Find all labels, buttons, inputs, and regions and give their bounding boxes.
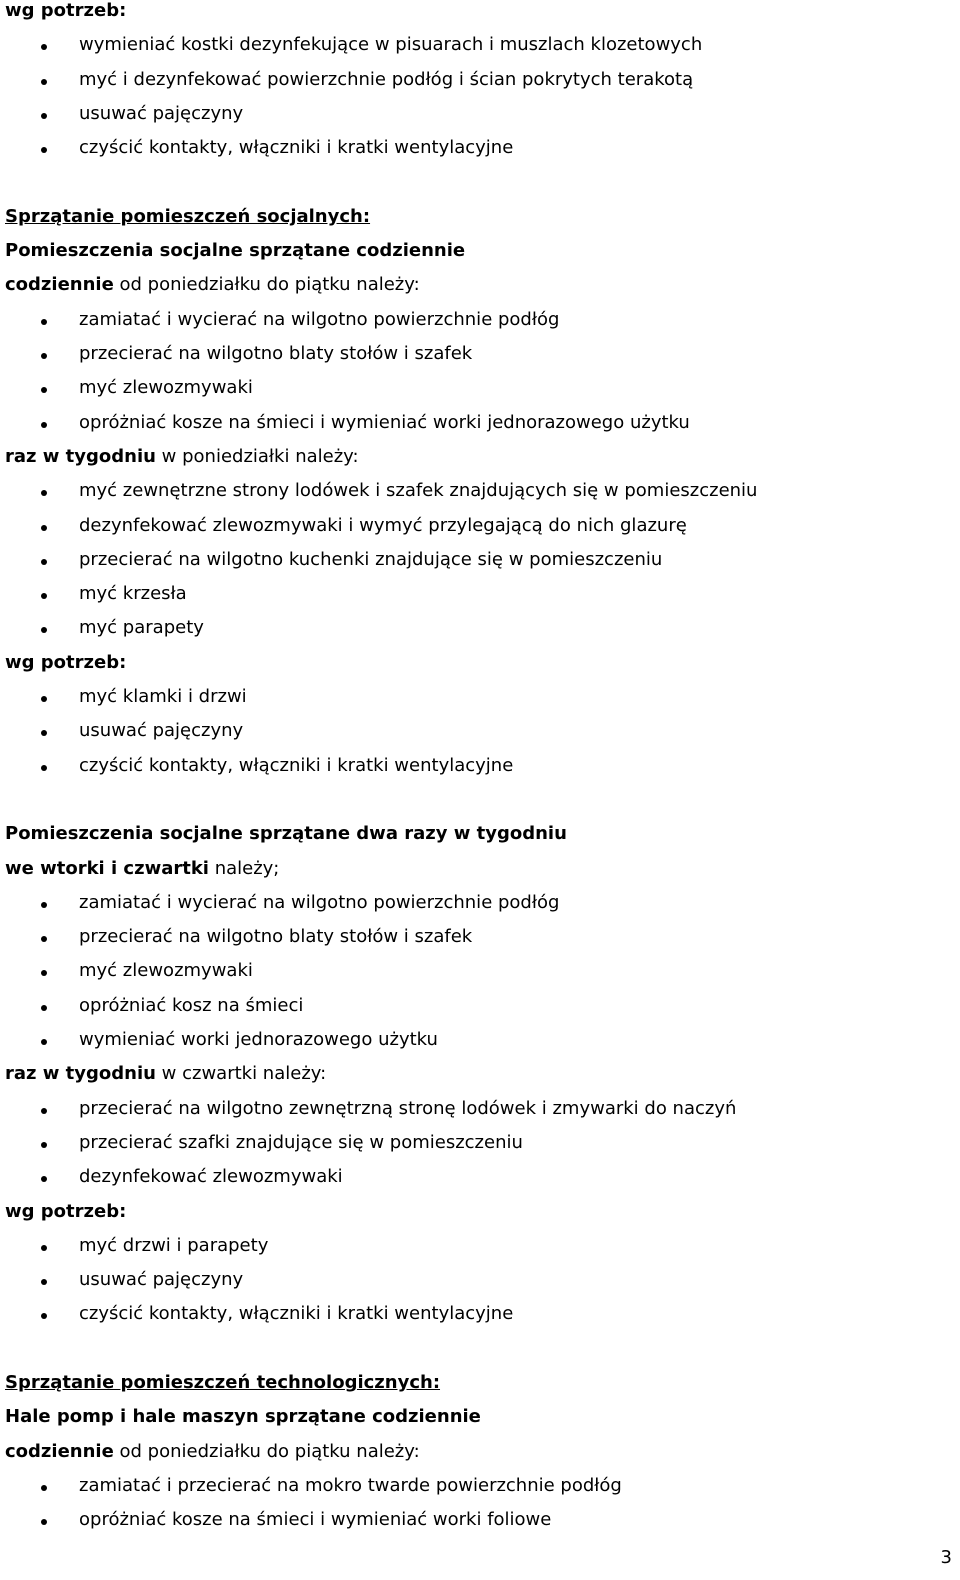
- section-heading: [5, 1441, 420, 1463]
- list-item: zamiatać i wycierać na wilgotno powierzchnie podłóg: [79, 308, 560, 330]
- list-item: usuwać pajęczyny: [79, 102, 244, 124]
- list-item: czyścić kontakty, włączniki i kratki wentylacyjne: [79, 1303, 514, 1325]
- heading-bold-text: raz w tygodniu: [5, 1063, 156, 1085]
- section-heading: [5, 1063, 326, 1085]
- list-item: przecierać na wilgotno zewnętrzną stronę lodówek i zmywarki do naczyń: [79, 1097, 737, 1119]
- bullet-icon: [41, 1485, 47, 1491]
- bullet-icon: [41, 936, 47, 942]
- bullet-icon: [41, 353, 47, 359]
- list-item: wymieniać worki jednorazowego użytku: [79, 1029, 438, 1050]
- bullet-icon: [41, 1313, 47, 1319]
- list-item: myć klamki i drzwi: [79, 686, 247, 707]
- list-item: czyścić kontakty, włączniki i kratki wentylacyjne: [79, 137, 514, 159]
- list-item: przecierać na wilgotno kuchenki znajdujące się w pomieszczeniu: [79, 548, 663, 570]
- bullet-icon: [41, 422, 47, 428]
- heading-bold-text: Hale pomp i hale maszyn sprzątane codziennie: [5, 1406, 481, 1428]
- heading-rest-text: w poniedziałki należy:: [155, 445, 359, 467]
- bullet-icon: [41, 970, 47, 976]
- list-item: usuwać pajęczyny: [79, 1269, 244, 1291]
- bullet-icon: [41, 113, 47, 119]
- list-item: dezynfekować zlewozmywaki i wymyć przylegającą do nich glazurę: [79, 514, 687, 536]
- list-item: przecierać szafki znajdujące się w pomieszczeniu: [79, 1131, 523, 1153]
- heading-bold-text: Sprzątanie pomieszczeń socjalnych:: [5, 205, 371, 227]
- section-heading: [5, 1406, 481, 1428]
- section-heading: [5, 858, 279, 880]
- bullet-icon: [41, 627, 47, 633]
- section-heading: [5, 1372, 440, 1394]
- list-item: myć zlewozmywaki: [79, 377, 253, 399]
- bullet-icon: [41, 1108, 47, 1114]
- page-number: 3: [940, 1547, 952, 1568]
- list-item: myć krzesła: [79, 583, 187, 605]
- list-item: usuwać pajęczyny: [79, 720, 244, 742]
- list-item: myć parapety: [79, 617, 204, 639]
- heading-bold-text: Pomieszczenia socjalne sprzątane codziennie: [5, 240, 466, 262]
- section-heading: [5, 206, 370, 228]
- heading-rest-text: od poniedziałku do piątku należy:: [113, 1440, 420, 1462]
- section-heading: [5, 274, 420, 296]
- heading-bold-text: codziennie: [5, 274, 114, 296]
- bullet-icon: [41, 902, 47, 908]
- list-item: opróżniać kosze na śmieci i wymieniać worki foliowe: [79, 1509, 552, 1531]
- heading-bold-text: wg potrzeb:: [5, 0, 127, 21]
- list-item: wymieniać kostki dezynfekujące w pisuarach i muszlach klozetowych: [79, 34, 703, 56]
- list-item: zamiatać i przecierać na mokro twarde powierzchnie podłóg: [79, 1474, 622, 1496]
- list-item: opróżniać kosz na śmieci: [79, 994, 304, 1016]
- heading-bold-text: raz w tygodniu: [5, 445, 156, 467]
- heading-rest-text: od poniedziałku do piątku należy:: [113, 274, 420, 296]
- bullet-icon: [41, 1039, 47, 1045]
- bullet-icon: [41, 387, 47, 393]
- bullet-icon: [41, 696, 47, 702]
- list-item: zamiatać i wycierać na wilgotno powierzchnie podłóg: [79, 891, 560, 913]
- heading-rest-text: należy;: [208, 857, 280, 879]
- bullet-icon: [41, 559, 47, 565]
- list-item: myć zewnętrzne strony lodówek i szafek znajdujących się w pomieszczeniu: [79, 480, 758, 502]
- bullet-icon: [41, 1519, 47, 1525]
- bullet-icon: [41, 79, 47, 85]
- heading-bold-text: codziennie: [5, 1440, 114, 1462]
- bullet-icon: [41, 319, 47, 325]
- bullet-icon: [41, 147, 47, 153]
- bullet-icon: [41, 525, 47, 531]
- list-item: dezynfekować zlewozmywaki: [79, 1166, 343, 1188]
- heading-bold-text: wg potrzeb:: [5, 651, 127, 673]
- list-item: czyścić kontakty, włączniki i kratki wentylacyjne: [79, 754, 514, 776]
- bullet-icon: [41, 1005, 47, 1011]
- heading-bold-text: we wtorki i czwartki: [5, 857, 209, 879]
- list-item: myć drzwi i parapety: [79, 1234, 269, 1256]
- heading-bold-text: Sprzątanie pomieszczeń technologicznych:: [5, 1372, 441, 1393]
- section-heading: [5, 240, 465, 262]
- bullet-icon: [41, 593, 47, 599]
- section-heading: [5, 0, 126, 22]
- bullet-icon: [41, 765, 47, 771]
- section-heading: [5, 823, 567, 845]
- heading-rest-text: w czwartki należy:: [155, 1063, 327, 1085]
- bullet-icon: [41, 1245, 47, 1251]
- bullet-icon: [41, 490, 47, 496]
- bullet-icon: [41, 1142, 47, 1148]
- bullet-icon: [41, 44, 47, 50]
- list-item: przecierać na wilgotno blaty stołów i szafek: [79, 926, 473, 948]
- heading-bold-text: wg potrzeb:: [5, 1200, 127, 1222]
- list-item: opróżniać kosze na śmieci i wymieniać worki jednorazowego użytku: [79, 411, 690, 433]
- bullet-icon: [41, 1176, 47, 1182]
- heading-bold-text: Pomieszczenia socjalne sprzątane dwa razy w tygodniu: [5, 823, 567, 845]
- section-heading: [5, 1201, 126, 1223]
- bullet-icon: [41, 1279, 47, 1285]
- list-item: myć i dezynfekować powierzchnie podłóg i ścian pokrytych terakotą: [79, 68, 694, 90]
- bullet-icon: [41, 730, 47, 736]
- section-heading: [5, 446, 359, 468]
- section-heading: [5, 652, 126, 674]
- list-item: myć zlewozmywaki: [79, 960, 253, 982]
- list-item: przecierać na wilgotno blaty stołów i szafek: [79, 343, 473, 364]
